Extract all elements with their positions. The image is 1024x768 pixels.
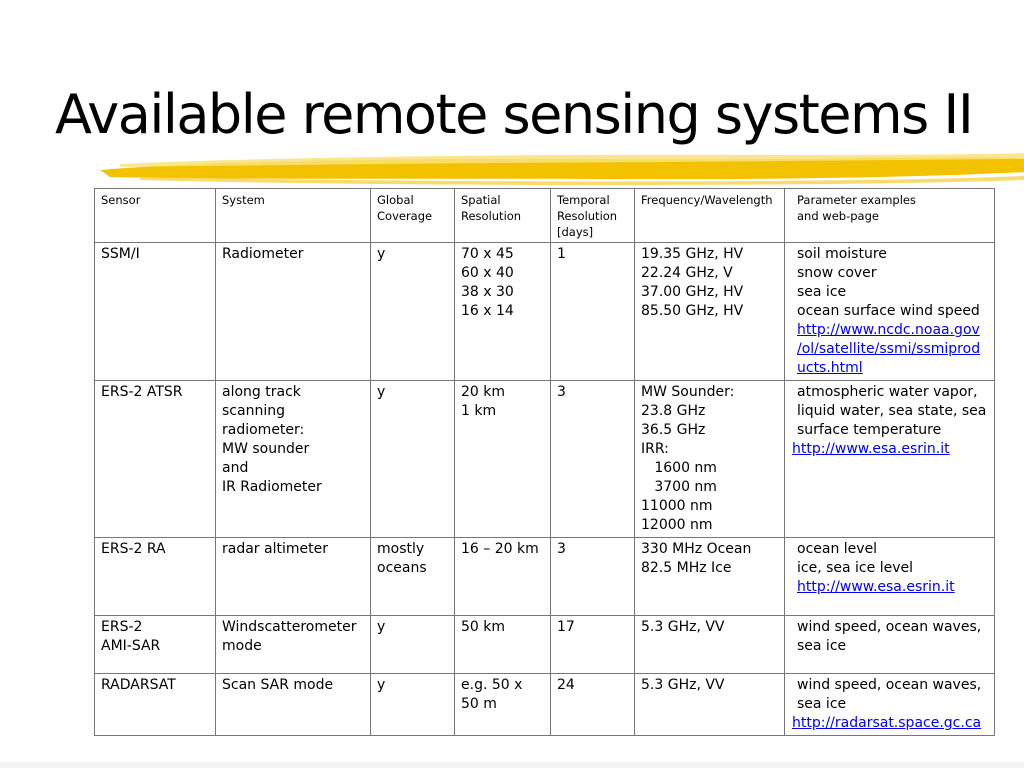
cell-spatial-resolution: 16 – 20 km — [455, 538, 551, 616]
cell-frequency: 19.35 GHz, HV 22.24 GHz, V 37.00 GHz, HV 85.50 GHz, HV — [635, 243, 785, 381]
web-page-link[interactable]: http://www.ncdc.noaa.gov — [797, 322, 980, 338]
cell-system: Scan SAR mode — [216, 674, 371, 736]
header-frequency: Frequency/Wavelength — [635, 189, 785, 243]
cell-sensor: SSM/I — [95, 243, 216, 381]
cell-frequency: 5.3 GHz, VV — [635, 616, 785, 674]
cell-system: along track scanning radiometer: MW sounder and IR Radiometer — [216, 381, 371, 538]
web-page-link[interactable]: http://www.esa.esrin.it — [797, 579, 955, 595]
cell-temporal-resolution: 24 — [551, 674, 635, 736]
cell-frequency: MW Sounder: 23.8 GHz 36.5 GHz IRR: 1600 nm 3700 nm 11000 nm 12000 nm — [635, 381, 785, 538]
sensor-table — [94, 188, 995, 736]
highlighter-underline — [100, 150, 1024, 186]
cell-parameters: soil moisture snow cover sea ice ocean surface wind speed http://www.ncdc.noaa.gov /ol/satellite/ssmi/ssmiprod ucts.html — [785, 243, 995, 381]
header-global-coverage: Global Coverage — [371, 189, 455, 243]
table-row — [95, 616, 995, 674]
cell-parameters: wind speed, ocean waves, sea ice http://radarsat.space.gc.ca — [785, 674, 995, 736]
cell-coverage: y — [371, 674, 455, 736]
cell-frequency: 330 MHz Ocean 82.5 MHz Ice — [635, 538, 785, 616]
cell-system: Windscatterometer mode — [216, 616, 371, 674]
header-parameters: Parameter examples and web-page — [785, 189, 995, 243]
web-page-link[interactable]: ucts.html — [797, 360, 863, 376]
web-page-link[interactable]: http://radarsat.space.gc.ca — [792, 715, 982, 731]
header-sensor: Sensor — [95, 189, 216, 243]
cell-parameters: wind speed, ocean waves, sea ice — [785, 616, 995, 674]
cell-temporal-resolution: 3 — [551, 381, 635, 538]
header-temporal-resolution: Temporal Resolution [days] — [551, 189, 635, 243]
cell-temporal-resolution: 17 — [551, 616, 635, 674]
web-page-link[interactable]: http://www.esa.esrin.it — [792, 441, 950, 457]
table-row — [95, 674, 995, 736]
web-page-link[interactable]: /ol/satellite/ssmi/ssmiprod — [797, 341, 981, 357]
cell-temporal-resolution: 3 — [551, 538, 635, 616]
slide-footer-band — [0, 762, 1024, 768]
cell-spatial-resolution: 20 km 1 km — [455, 381, 551, 538]
table-row — [95, 243, 995, 381]
cell-sensor: ERS-2 RA — [95, 538, 216, 616]
cell-sensor: RADARSAT — [95, 674, 216, 736]
cell-frequency: 5.3 GHz, VV — [635, 674, 785, 736]
cell-spatial-resolution: e.g. 50 x 50 m — [455, 674, 551, 736]
cell-system: Radiometer — [216, 243, 371, 381]
cell-parameters: ocean level ice, sea ice level http://www.esa.esrin.it — [785, 538, 995, 616]
cell-system: radar altimeter — [216, 538, 371, 616]
cell-spatial-resolution: 50 km — [455, 616, 551, 674]
cell-sensor: ERS-2 ATSR — [95, 381, 216, 538]
table-row — [95, 381, 995, 538]
cell-spatial-resolution: 70 x 45 60 x 40 38 x 30 16 x 14 — [455, 243, 551, 381]
cell-sensor: ERS-2 AMI-SAR — [95, 616, 216, 674]
cell-coverage: y — [371, 243, 455, 381]
cell-coverage: y — [371, 616, 455, 674]
cell-parameters: atmospheric water vapor, liquid water, sea state, sea surface temperature http://www.esa.esrin.it — [785, 381, 995, 538]
header-system: System — [216, 189, 371, 243]
header-spatial-resolution: Spatial Resolution — [455, 189, 551, 243]
cell-temporal-resolution: 1 — [551, 243, 635, 381]
slide-title: Available remote sensing systems II — [55, 83, 973, 146]
table-row — [95, 538, 995, 616]
cell-coverage: y — [371, 381, 455, 538]
cell-coverage: mostly oceans — [371, 538, 455, 616]
table-header-row — [95, 189, 995, 243]
